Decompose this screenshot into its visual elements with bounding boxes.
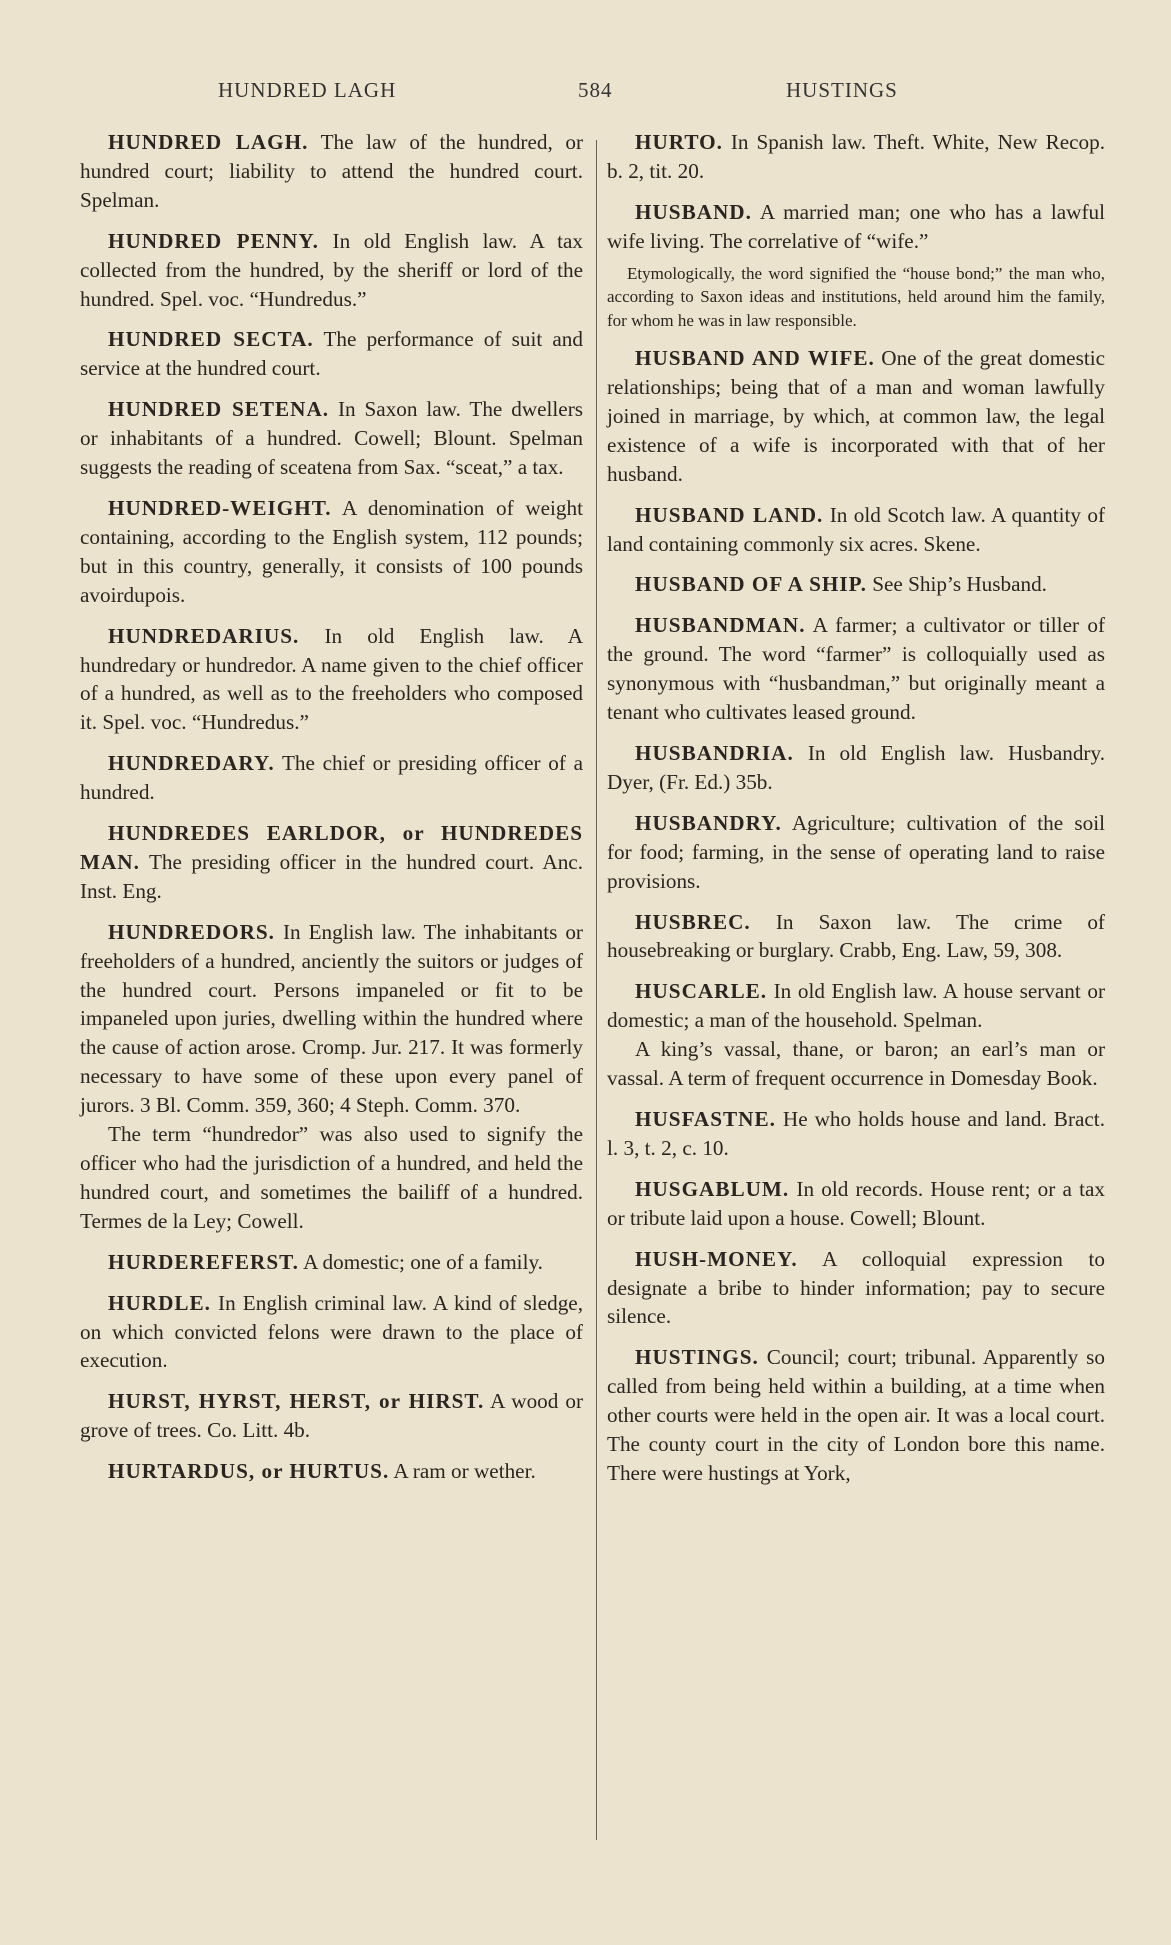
entry-paragraph xyxy=(607,1245,1105,1332)
entry-headword: HUNDRED LAGH. xyxy=(108,130,309,154)
entry-paragraph xyxy=(80,1289,583,1376)
entry-paragraph xyxy=(80,325,583,383)
entry-definition: The law of the hundred, or hundred court; liability to attend the hundred court. Spelman. xyxy=(80,130,583,212)
entry-definition: Council; court; tribunal. Apparently so called from being held within a building, at a time when other courts were held in the open air. It was a local court. The county court in the city of London bore this name. There were hustings at York, xyxy=(607,1345,1105,1485)
entry-paragraph xyxy=(80,494,583,610)
entry-paragraph xyxy=(80,622,583,738)
entry-headword: HURTO. xyxy=(635,130,723,154)
entry-paragraph xyxy=(607,1343,1105,1488)
entry-headword: HUNDRED SETENA. xyxy=(108,397,330,422)
dictionary-entry xyxy=(80,1289,583,1376)
entry-definition: In Saxon law. The dwellers or inhabitants of a hundred. Cowell; Blount. Spelman suggests the reading of sceatena from Sax. “sceat,” a tax. xyxy=(80,397,583,480)
entry-headword: HURST, HYRST, HERST, or HIRST. xyxy=(108,1389,485,1414)
entry-headword: HUSFASTNE. xyxy=(635,1106,776,1131)
entry-headword: HUSBAND. xyxy=(635,199,752,224)
entry-paragraph xyxy=(80,128,583,215)
entry-paragraph xyxy=(607,128,1105,186)
dictionary-entry xyxy=(80,819,583,906)
entry-paragraph xyxy=(607,1175,1105,1233)
dictionary-entry xyxy=(80,1387,583,1445)
dictionary-entry xyxy=(80,1248,583,1277)
entry-paragraph xyxy=(80,227,583,314)
entry-definition: In old English law. Husbandry. Dyer, (Fr. Ed.) 35b. xyxy=(607,741,1105,794)
entry-definition: A wood or grove of trees. Co. Litt. 4b. xyxy=(80,1389,583,1443)
entry-definition: In Saxon law. The crime of housebreaking or burglary. Crabb, Eng. Law, 59, 308. xyxy=(607,909,1105,963)
entry-headword: HUSTINGS. xyxy=(635,1345,759,1370)
entry-definition: He who holds house and land. Bract. l. 3, t. 2, c. 10. xyxy=(607,1106,1105,1160)
entry-headword: HUSBAND AND WIFE. xyxy=(635,346,875,371)
entry-paragraph xyxy=(80,1248,583,1277)
dictionary-entry xyxy=(80,1457,583,1486)
entry-headword: HUSGABLUM. xyxy=(635,1176,790,1201)
entry-headword: HUSBAND OF A SHIP. xyxy=(635,572,867,597)
entry-continuation: A king’s vassal, thane, or baron; an earl’s man or vassal. A term of frequent occurrence in Domesday Book. xyxy=(607,1037,1105,1091)
entry-paragraph xyxy=(607,198,1105,256)
entry-headword: HUNDREDARY. xyxy=(108,751,275,776)
entry-definition: In old records. House rent; or a tax or tribute laid upon a house. Cowell; Blount. xyxy=(607,1176,1105,1230)
dictionary-entry xyxy=(607,344,1105,489)
dictionary-entry xyxy=(80,395,583,482)
running-head-right: HUSTINGS xyxy=(786,78,898,102)
left-column xyxy=(80,128,583,1498)
dictionary-entry xyxy=(607,1175,1105,1233)
column-divider xyxy=(596,140,597,1840)
entry-headword: HURDEREFERST. xyxy=(108,1249,299,1274)
dictionary-entry xyxy=(80,494,583,610)
dictionary-entry xyxy=(607,128,1105,186)
dictionary-entry xyxy=(607,1105,1105,1163)
entry-paragraph xyxy=(80,395,583,482)
entry-definition: A denomination of weight containing, according to the English system, 112 pounds; but in this country, generally, it consists of 100 pounds avoirdupois. xyxy=(80,495,583,607)
entry-paragraph xyxy=(607,739,1105,797)
running-head-left: HUNDRED LAGH xyxy=(218,78,397,102)
entry-headword: HUNDREDES EARLDOR, or HUNDREDES MAN. xyxy=(80,821,583,874)
entry-headword: HUSBANDRIA. xyxy=(635,741,794,765)
entry-headword: HUSBAND LAND. xyxy=(635,502,824,527)
entry-headword: HUSH-MONEY. xyxy=(635,1246,798,1271)
dictionary-entry xyxy=(607,809,1105,896)
entry-definition: Agriculture; cultivation of the soil for food; farming, in the sense of operating land to raise provisions. xyxy=(607,810,1105,893)
entry-headword: HUNDREDORS. xyxy=(108,919,275,944)
entry-definition: In Spanish law. Theft. White, New Recop. b. 2, tit. 20. xyxy=(607,130,1105,183)
dictionary-entry xyxy=(80,325,583,383)
entry-definition: In old English law. A tax collected from the hundred, by the sheriff or lord of the hundred. Spel. voc. “Hundredus.” xyxy=(80,228,583,311)
dictionary-entry xyxy=(607,1245,1105,1332)
dictionary-entry xyxy=(607,977,1105,1093)
entry-paragraph xyxy=(607,611,1105,727)
entry-headword: HURTARDUS, or HURTUS. xyxy=(108,1459,390,1484)
entry-paragraph xyxy=(607,1105,1105,1163)
entry-definition: In old Scotch law. A quantity of land containing commonly six acres. Skene. xyxy=(607,502,1105,556)
entry-definition: A domestic; one of a family. xyxy=(298,1249,543,1274)
dictionary-entry xyxy=(607,908,1105,966)
entry-definition: A farmer; a cultivator or tiller of the ground. The word “farmer” is colloquially used as synonymous with “husbandman,” but originally meant a tenant who cultivates leased ground. xyxy=(607,613,1105,725)
entry-paragraph xyxy=(607,809,1105,896)
entry-paragraph xyxy=(80,749,583,807)
entry-paragraph xyxy=(80,918,583,1120)
entry-note: Etymologically, the word signified the “house bond;” the man who, according to Saxon ideas and institutions, held around him the family, for whom he was in law responsible. xyxy=(607,263,1105,330)
entry-paragraph xyxy=(607,501,1105,559)
dictionary-entry xyxy=(607,501,1105,559)
entry-paragraph xyxy=(607,908,1105,966)
entry-paragraph xyxy=(607,344,1105,489)
entry-headword: HUSBREC. xyxy=(635,909,751,934)
page-number: 584 xyxy=(578,78,613,102)
entry-paragraph xyxy=(80,819,583,906)
entry-headword: HUSBANDRY. xyxy=(635,810,782,835)
entry-paragraph xyxy=(80,1387,583,1445)
entry-definition: In old English law. A hundredary or hundredor. A name given to the chief officer of a hundred, as well as to the freeholders who composed it. Spel. voc. “Hundredus.” xyxy=(80,623,583,735)
entry-headword: HUSCARLE. xyxy=(635,979,768,1004)
entry-paragraph xyxy=(80,1457,583,1486)
dictionary-entry xyxy=(607,739,1105,797)
entry-headword: HURDLE. xyxy=(108,1290,211,1315)
entry-paragraph xyxy=(607,977,1105,1035)
entry-definition: A ram or wether. xyxy=(389,1459,536,1484)
entry-definition: In old English law. A house servant or domestic; a man of the household. Spelman. xyxy=(607,979,1105,1033)
dictionary-entry xyxy=(607,198,1105,332)
entry-definition: A colloquial expression to designate a bribe to hinder information; pay to secure silence. xyxy=(607,1246,1105,1329)
entry-definition: The performance of suit and service at the hundred court. xyxy=(80,327,583,381)
dictionary-entry xyxy=(80,749,583,807)
entry-definition: A married man; one who has a lawful wife living. The correlative of “wife.” xyxy=(607,199,1105,253)
right-column xyxy=(607,128,1105,1500)
entry-headword: HUSBANDMAN. xyxy=(635,613,806,638)
dictionary-entry xyxy=(80,128,583,215)
entry-definition: The presiding officer in the hundred court. Anc. Inst. Eng. xyxy=(80,849,583,903)
dictionary-entry xyxy=(80,227,583,314)
dictionary-entry xyxy=(607,570,1105,599)
entry-definition: The chief or presiding officer of a hundred. xyxy=(80,751,583,805)
entry-definition: In English criminal law. A kind of sledge, on which convicted felons were drawn to the place of execution. xyxy=(80,1290,583,1373)
entry-headword: HUNDRED PENNY. xyxy=(108,228,319,253)
dictionary-entry xyxy=(80,622,583,738)
entry-definition: One of the great domestic relationships; being that of a man and woman lawfully joined in marriage, by which, at common law, the legal existence of a wife is incorporated with that of her husband. xyxy=(607,346,1105,486)
entry-definition: In English law. The inhabitants or freeholders of a hundred, anciently the suitors or judges of the hundred court. Persons impaneled or fit to be impaneled upon juries, dwelling within the hundred where the cause of action arose. Cromp. Jur. 217. It was formerly necessary to have some of these upon every panel of jurors. 3 Bl. Comm. 359, 360; 4 Steph. Comm. 370. xyxy=(80,919,583,1118)
entry-continuation: The term “hundredor” was also used to signify the officer who had the jurisdiction of a hundred, and held the hundred court, and sometimes the bailiff of a hundred. Termes de la Ley; Cowell. xyxy=(80,1122,583,1233)
entry-headword: HUNDRED SECTA. xyxy=(108,327,314,352)
entry-headword: HUNDRED-WEIGHT. xyxy=(108,495,332,520)
dictionary-entry xyxy=(607,611,1105,727)
entry-headword: HUNDREDARIUS. xyxy=(108,623,300,648)
dictionary-entry xyxy=(80,918,583,1236)
entry-definition: See Ship’s Husband. xyxy=(866,572,1047,597)
entry-paragraph xyxy=(607,570,1105,599)
dictionary-entry xyxy=(607,1343,1105,1488)
